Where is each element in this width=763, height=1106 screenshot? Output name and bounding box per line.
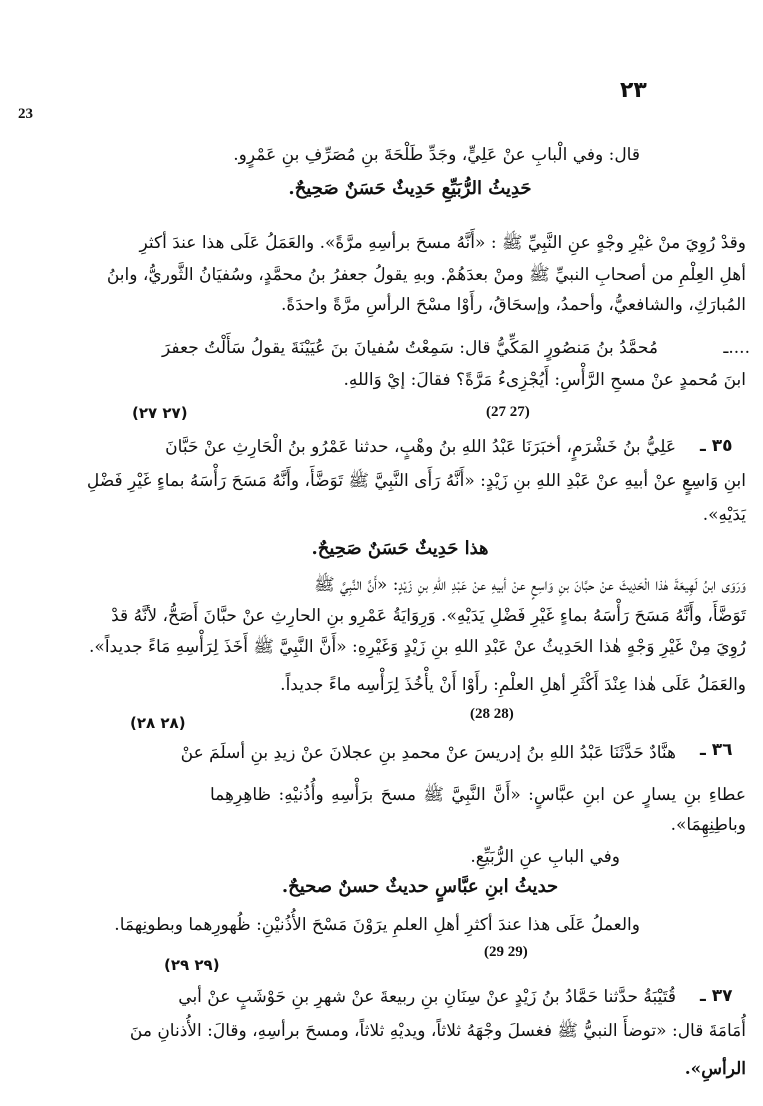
bab-rubayyi-line: وفي البابِ عنِ الرُّبَيِّعِ.	[470, 847, 620, 867]
bab-ali-line: قال: وفي الْبابِ عنْ عَلِيٍّ، وجَدِّ طَلْحَةَ بنِ مُصَرِّفِ بنِ عَمْرٍو.	[233, 145, 640, 165]
lahia-line-2: تَوَضَّأَ، وأَنَّهُ مَسَحَ رَأْسَهُ بماءٍ غَيْرِ فَضْلِ يَدَيْهِ». وَرِوَايَةُ عَمْرِو بنِ الحارِثِ عنْ حبَّانَ أَصَحُّ، لأنَّهُ قدْ	[111, 606, 746, 626]
hadith-number-37: ٣٧ ـ	[700, 986, 733, 1006]
heading-rubayyi: حَدِيثُ الرُّبَيِّعِ حَدِيثٌ حَسَنٌ صَحِيحٌ.	[288, 178, 532, 199]
paragraph-ruwiya-line-1: وقدْ رُوِيَ منْ غيْرِ وجْهٍ عنِ النَّبِيِّ ﷺ : «أَنَّهُ مسحَ برأسِهِ مرَّةً». والعَمَلُ عَلَى هذا عندَ أكثرِ	[139, 233, 746, 253]
hadith-36-amal: والعملُ عَلَى هذا عندَ أكثرِ أهلِ العلمِ يرَوْنَ مَسْحَ الأُذُنيْنِ: ظُهورِهما وبطونِهمَا.	[114, 915, 640, 935]
lahia-line-4: والعَمَلُ عَلَى هٰذا عِنْدَ أَكْثَرِ أهلِ العلْمِ: رأَوْا أَنْ يأْخُذَ لِرَأْسِه ماءً جديداً.	[280, 675, 746, 695]
lahia-line-3: رُوِيَ مِنْ غَيْرِ وَجْهٍ هٰذا الحَدِيثُ عنْ عَبْدِ اللهِ بنِ زَيْدٍ وَغَيْرِهِ: «أَنَّ النَّبِيَّ ﷺ أَخَذَ لِرَأْسِهِ مَاءً جديداً».	[89, 637, 746, 657]
paragraph-makki-line-1: مُحمَّدُ بنُ مَنصُورٍ المَكِّيُّ قال: سَمِعْتُ سُفيانَ بنَ عُيَيْنَةَ يقولُ سَأَلْتُ جعفرَ	[162, 338, 658, 358]
hadith-35-line-3: يَدَيْهِ».	[702, 505, 746, 525]
ref-29-latin: (29 29)	[484, 944, 528, 960]
ref-28-latin: (28 28)	[470, 706, 514, 722]
hadith-36-line-2: عطاءِ بنِ يسارٍ عن ابنِ عبَّاسٍ: «أَنَّ النَّبِيَّ ﷺ مسحَ برَأْسِهِ وأُذُنيْهِ: ظاهِرِهِما وباطِنِهِمَا».	[210, 785, 746, 835]
hadith-36-line-1: هنَّادٌ حَدَّثَنَا عَبْدُ اللهِ بنُ إدريسَ عنْ محمدِ بنِ عجلانَ عنْ زيدِ بنِ أسلَمَ عنْ	[180, 743, 676, 763]
hadith-37-line-3: الرأسِ».	[684, 1059, 746, 1079]
paragraph-ruwiya-line-2: أهلِ العِلْمِ من أصحابِ النبيِّ ﷺ ومنْ بعدَهُمْ. وبهِ يقولُ جعفرُ بنُ محمَّدٍ، وسُفيَانُ الثَّوريُّ، وابنُ	[106, 265, 746, 285]
ref-27-latin: (27 27)	[486, 404, 530, 420]
paragraph-makki-line-2: ابنَ مُحمدٍ عنْ مسحِ الرَّأْسِ: أَيُجْزِىءُ مَرَّةً؟ فقالَ: إيْ وَاللهِ.	[343, 370, 746, 390]
page-number-arabic: ٢٣	[620, 78, 647, 103]
page-number-latin: 23	[18, 106, 33, 122]
lahia-line-1: وَرَوَى ابنُ لَهِيعَةَ هٰذا الْحَدِيثَ عنْ حبَّانَ بنِ وَاسِعٍ عنْ أبيهِ عنْ عَبْدِ اللهِ بنِ زَيْدٍ: «أَنَّ النَّبِيَّ ﷺ	[314, 575, 746, 595]
makki-dots: ....ـ	[723, 338, 750, 358]
heading-35: هذا حَدِيثٌ حَسَنٌ صَحِيحٌ.	[311, 538, 489, 559]
hadith-number-36: ٣٦ ـ	[700, 740, 733, 760]
ref-27-arabic: (٢٧ ٢٧)	[132, 404, 188, 422]
hadith-37-line-2: أُمَامَةَ قال: «توضأَ النبيُّ ﷺ فغسلَ وجْهَهُ ثلاثاً، ويديْهِ ثلاثاً، ومسحَ برأسِهِ، وقالَ: الأُذنانِ منَ	[129, 1021, 746, 1041]
hadith-37-line-1: قُتَيْبَةُ حدَّثنا حَمَّادُ بنُ زَيْدٍ عنْ سِنَانِ بنِ ربيعةَ عنْ شهرِ بنِ حَوْشَبٍ عنْ أبي	[178, 987, 676, 1007]
paragraph-ruwiya-line-3: المُبارَكِ، والشافعيُّ، وأحمدُ، وإسحَاقُ، رأَوْا مسْحَ الرأسِ مرَّةً واحدَةً.	[280, 295, 746, 315]
ref-28-arabic: (٢٨ ٢٨)	[130, 714, 186, 732]
hadith-number-35: ٣٥ ـ	[700, 436, 733, 456]
heading-36: حديثُ ابنِ عبَّاسٍ حديثٌ حسنٌ صحيحٌ.	[281, 876, 559, 897]
hadith-35-line-1: عَلِيُّ بنُ خَشْرَمٍ، أخبَرَنَا عَبْدُ اللهِ بنُ وهْبٍ، حدثنا عَمْرُو بنُ الْحَارِثِ عنْ حَبَّانَ	[165, 437, 676, 457]
hadith-35-line-2: ابنِ وَاسِعٍ عنْ أبيهِ عنْ عَبْدِ اللهِ بنِ زَيْدٍ: «أَنَّهُ رَأَى النَّبِيَّ ﷺ تَوَضَّأَ، وأَنَّهُ مَسَحَ رَأْسَهُ بماءٍ غَيْرِ فَضْلِ	[86, 471, 746, 491]
ref-29-arabic: (٢٩ ٢٩)	[164, 956, 220, 974]
